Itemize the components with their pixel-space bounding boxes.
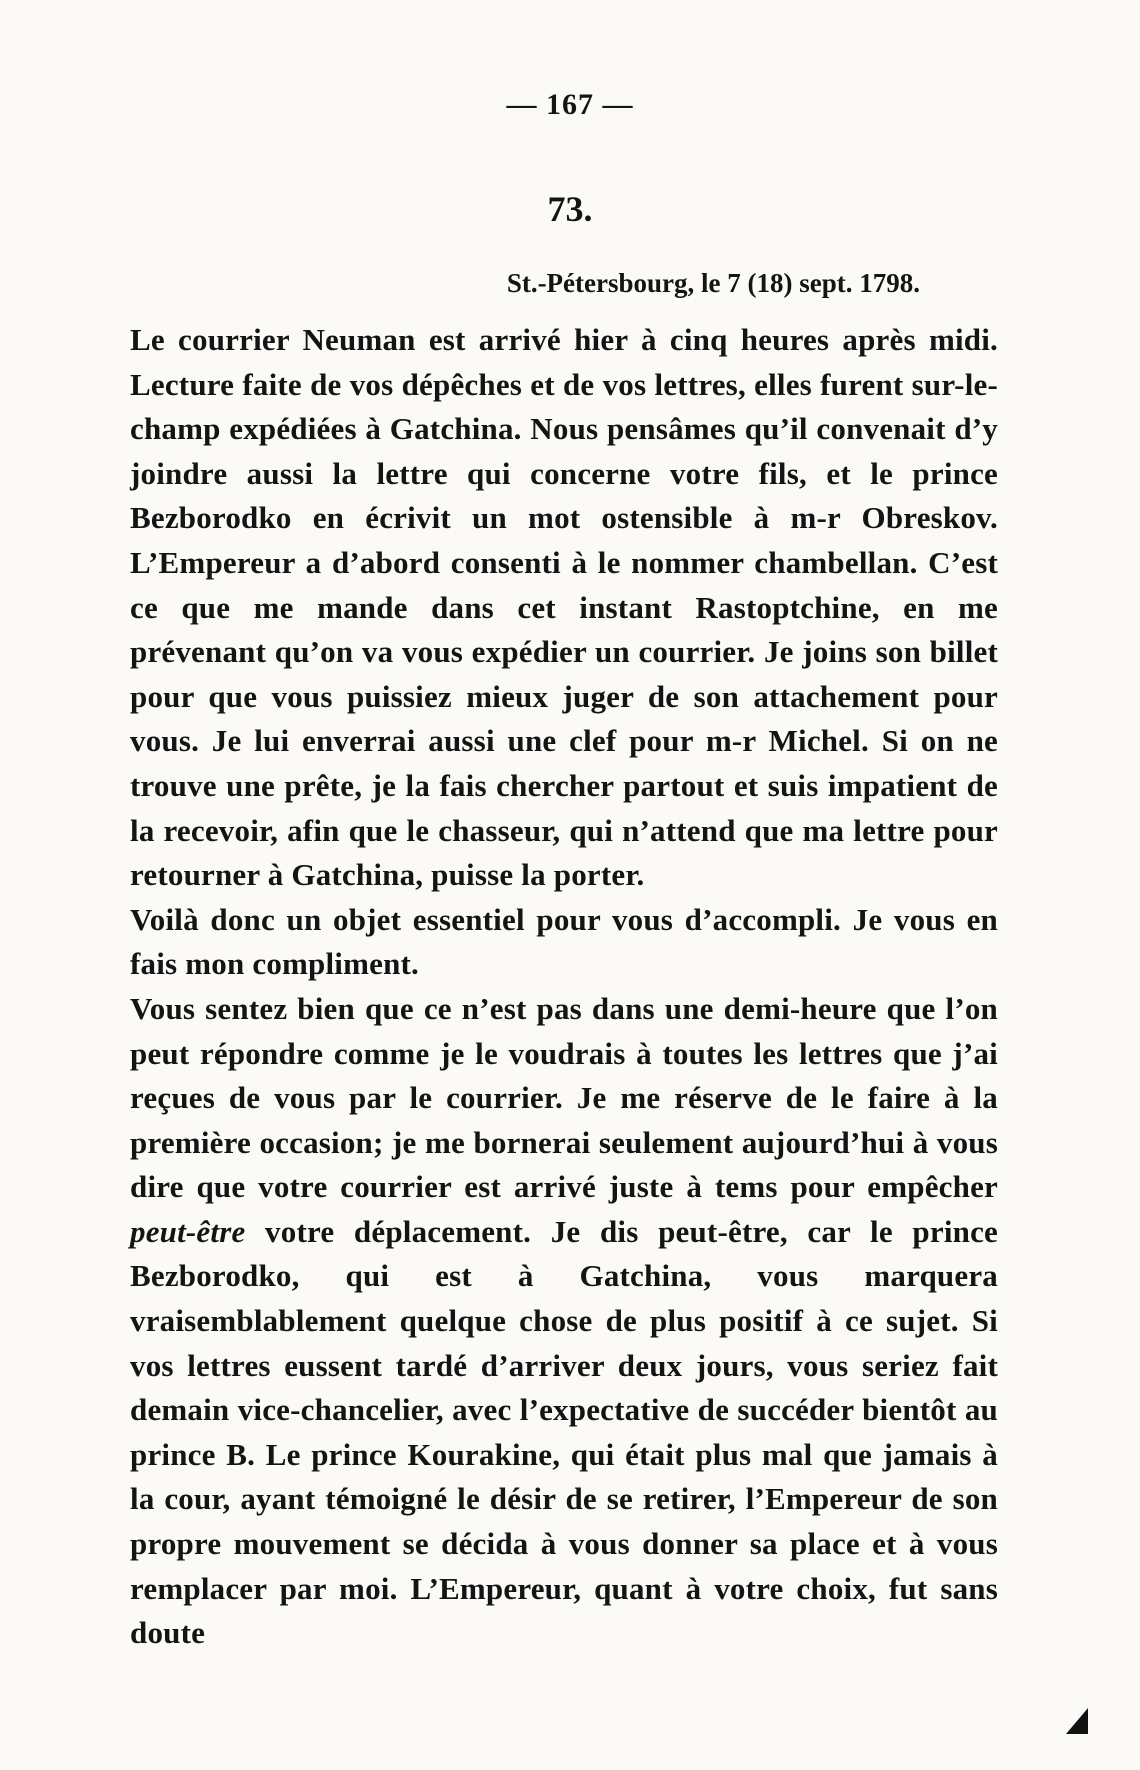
paragraph-1: Le courrier Neuman est arrivé hier à cinq heures après midi. Lecture faite de vos dépêches et de vos lettres, elles furent sur-le-champ expédiées à Gatchina. Nous pensâmes qu’il convenait d’y joindre aussi la lettre qui concerne votre fils, et le prince Bezborodko en écrivit un mot ostensible à m-r Obreskov. L’Empereur a d’abord consenti à le nommer chambellan. C’est ce que me mande dans cet instant Rastoptchine, en me prévenant qu’on va vous expédier un courrier. Je joins son billet pour que vous puissiez mieux juger de son attachement pour vous. Je lui enverrai aussi une clef pour m-r Michel. Si on ne trouve une prête, je la fais chercher partout et suis impatient de la recevoir, afin que le chasseur, qui n’attend que ma lettre pour retourner à Gatchina, puisse la porter. bbox=[130, 322, 998, 893]
paragraph-2: Voilà donc un objet essentiel pour vous d’accompli. Je vous en fais mon compliment. bbox=[130, 901, 998, 982]
page-number: — 167 — bbox=[506, 88, 634, 121]
emphasis-peut-etre: peut-être bbox=[130, 1213, 246, 1249]
paragraph-3-start: Vous sentez bien que ce n’est pas dans une demi-heure que l’on peut répondre comme je le voudrais à toutes les lettres que j’ai reçues de vous par le courrier. Je me réserve de le faire à la première occasion; je me bornerai seulement aujourd’hui à vous dire que votre courrier est arrivé juste à tems pour empêcher bbox=[130, 990, 998, 1205]
dateline: St.-Pétersbourg, le 7 (18) sept. 1798. bbox=[506, 268, 920, 298]
page-corner-mark bbox=[1066, 1708, 1088, 1734]
letter-number: 73. bbox=[547, 189, 593, 229]
paragraph-3-end: votre déplacement. Je dis peut-être, car le prince Bezborodko, qui est à Gatchina, vous marquera vraisemblablement quelque chose de plus positif à ce sujet. Si vos lettres eussent tardé d’arriver deux jours, vous seriez fait demain vice-chancelier, avec l’expectative de succéder bientôt au prince B. Le prince Kourakine, qui était plus mal que jamais à la cour, ayant témoigné le désir de se retirer, l’Empereur de son propre mouvement se décida à vous donner sa place et à vous remplacer par moi. L’Empereur, quant à votre choix, fut sans doute bbox=[130, 1213, 998, 1651]
letter-body bbox=[130, 318, 998, 1656]
paragraph-3 bbox=[130, 987, 998, 1656]
